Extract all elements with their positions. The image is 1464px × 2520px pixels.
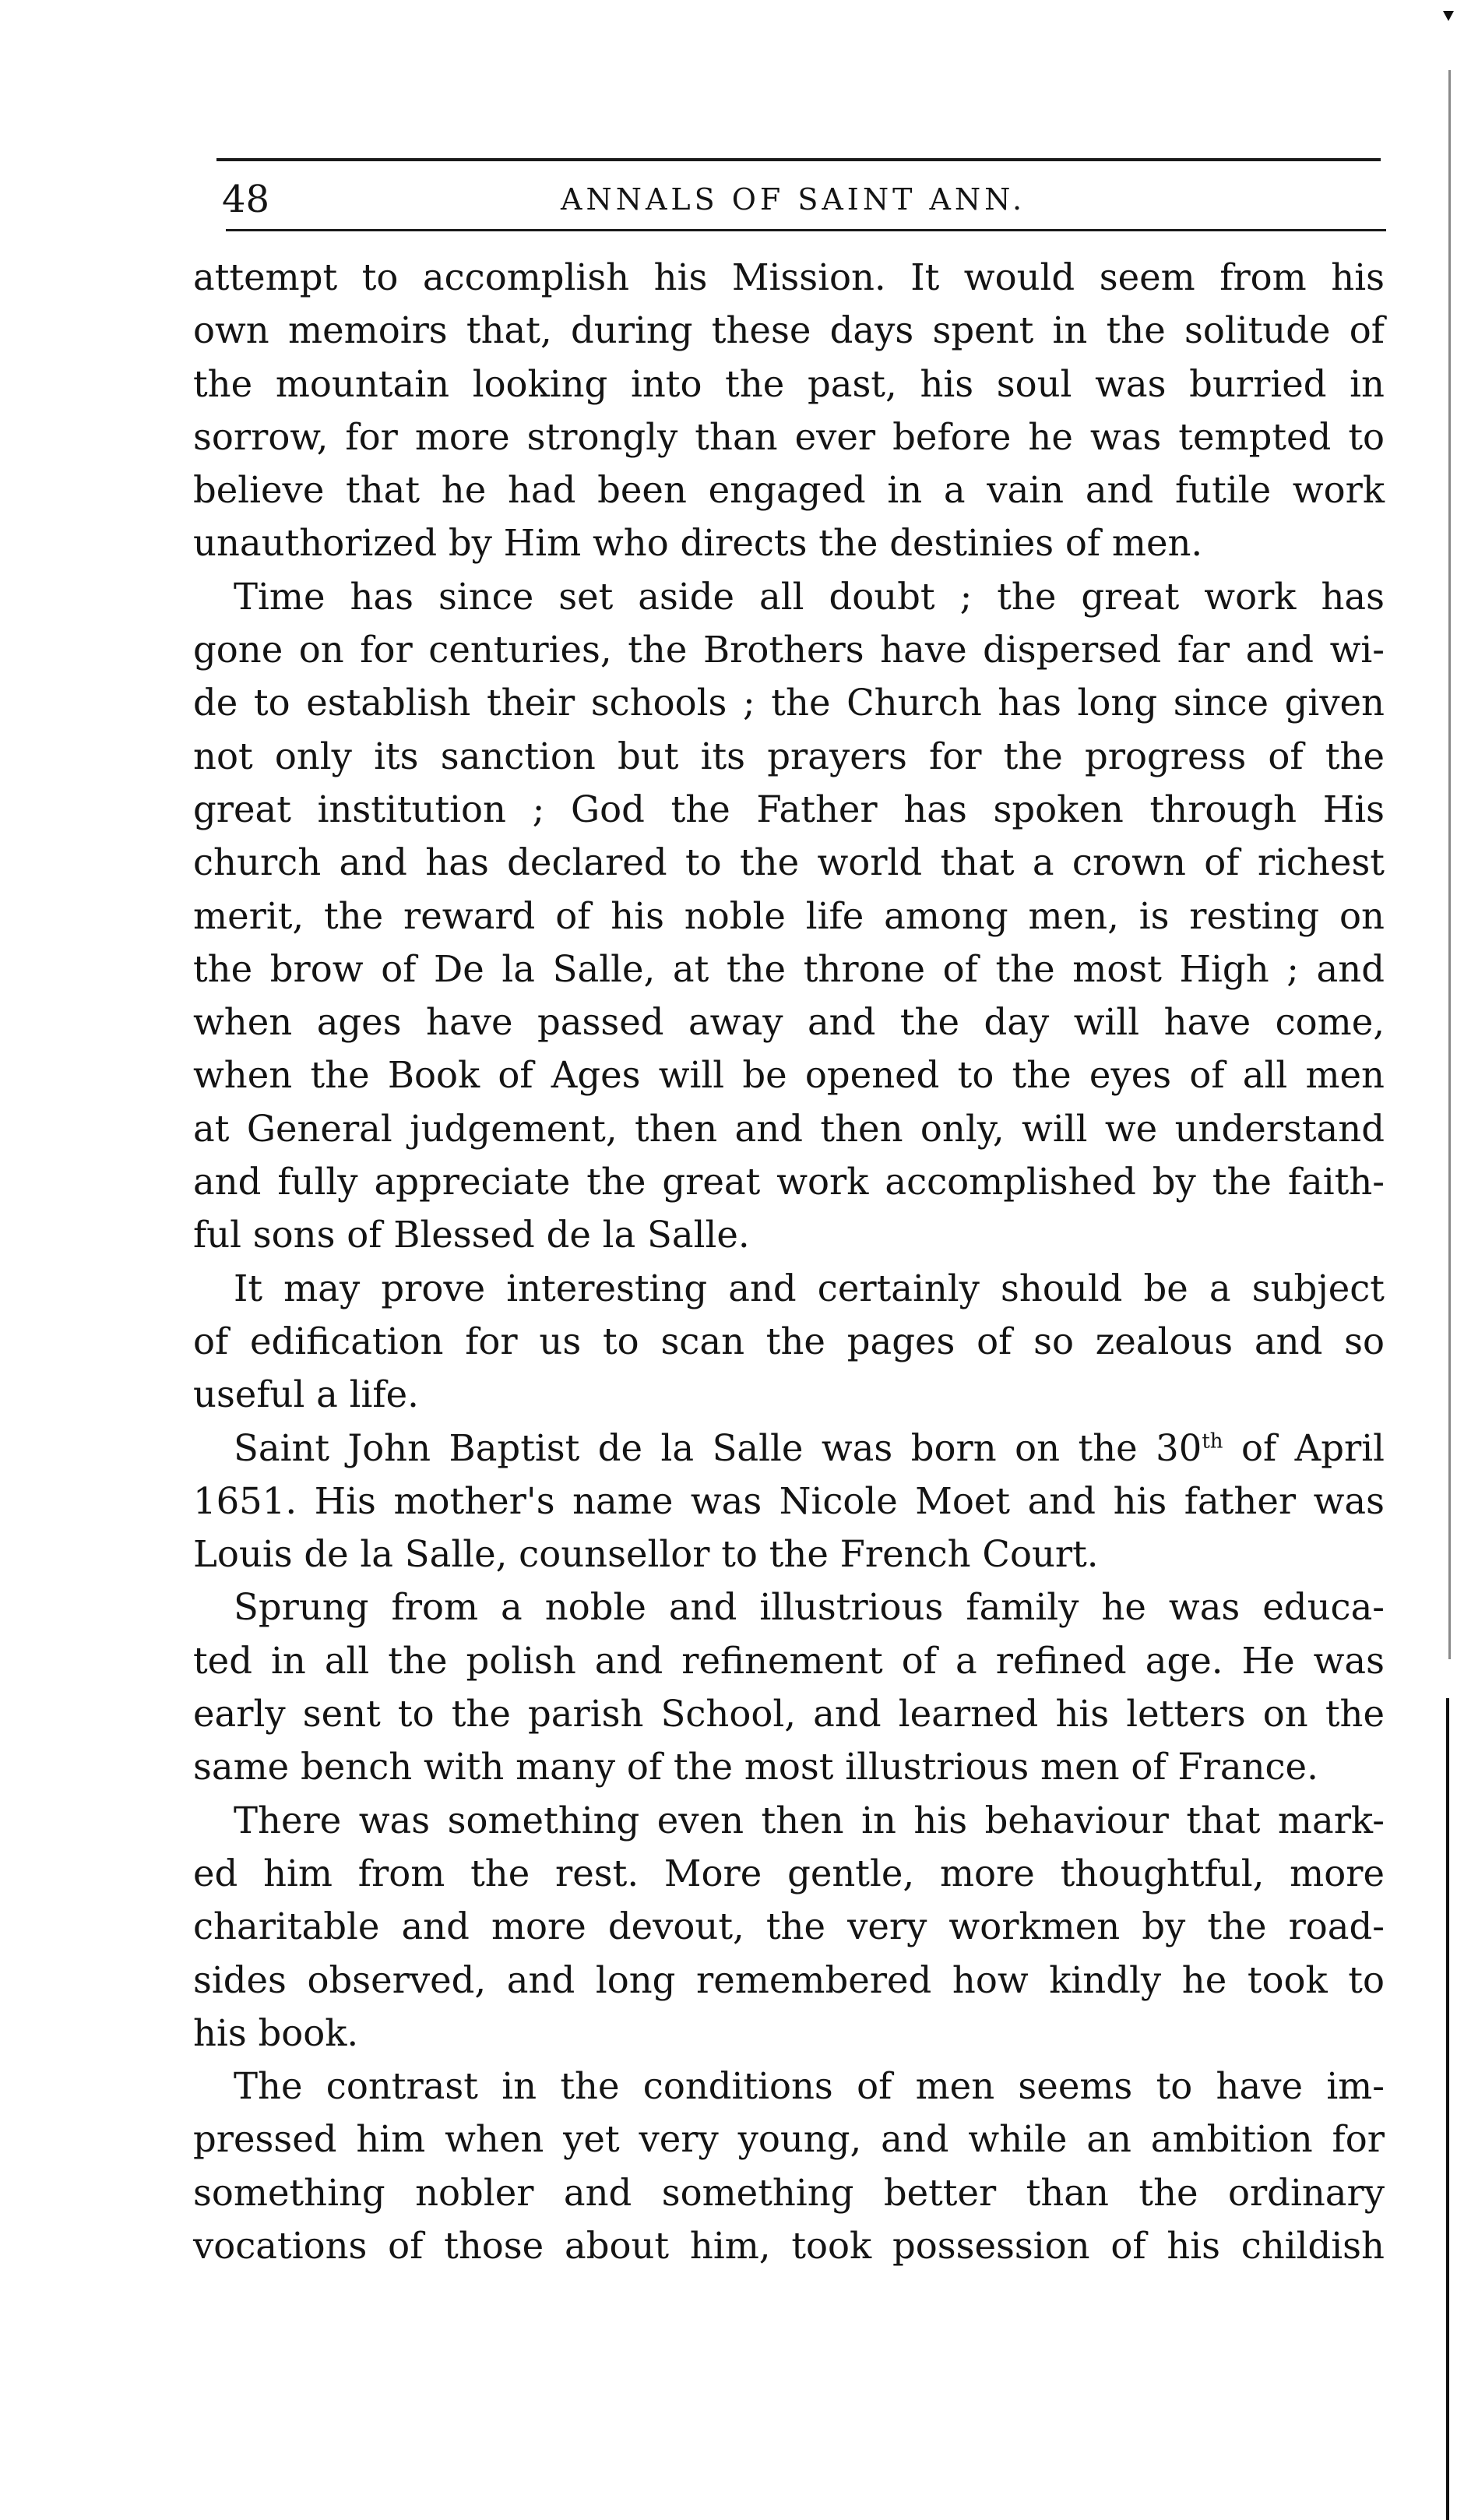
page-number: 48 xyxy=(222,178,270,221)
text-line: and fully appreciate the great work accomplished by the faith- xyxy=(193,1161,1385,1204)
text-line: ed him from the rest. More gentle, more thoughtful, more xyxy=(193,1852,1385,1894)
scan-edge-mark xyxy=(1443,11,1454,21)
text-line: charitable and more devout, the very workmen by the road- xyxy=(193,1905,1385,1948)
paragraph xyxy=(193,1581,1385,1793)
text-line xyxy=(193,1422,1385,1475)
text-line: the brow of De la Salle, at the throne of the most High ; and xyxy=(193,947,1385,990)
text-line: when ages have passed away and the day will have come, xyxy=(193,1001,1385,1044)
paragraph xyxy=(193,1262,1385,1422)
paragraph xyxy=(193,1422,1385,1581)
text-line: church and has declared to the world that a crown of richest xyxy=(193,841,1385,884)
text-line: great institution ; God the Father has spoken through His xyxy=(193,788,1385,830)
text-line: sorrow, for more strongly than ever before he was tempted to xyxy=(193,415,1385,458)
text-line: something nobler and something better than the ordinary xyxy=(193,2171,1385,2214)
text-line: 1651. His mother's name was Nicole Moet and his father was xyxy=(193,1479,1385,1522)
ordinal-suffix: th xyxy=(1202,1429,1223,1454)
text-line: ted in all the polish and refinement of a refined age. He was xyxy=(193,1639,1385,1682)
text-line: pressed him when yet very young, and while an ambition for xyxy=(193,2118,1385,2161)
text-line: same bench with many of the most illustrious men of France. xyxy=(193,1746,1318,1789)
text-segment: Saint John Baptist de la Salle was born on the 30 xyxy=(234,1426,1202,1469)
text-line: The contrast in the conditions of men seems to have im- xyxy=(234,2065,1385,2108)
body-text xyxy=(193,251,1385,2272)
paragraph xyxy=(193,2060,1385,2272)
text-line: the mountain looking into the past, his soul was burried in xyxy=(193,362,1385,405)
text-line: believe that he had been engaged in a vain and futile work xyxy=(193,469,1385,512)
text-line: sides observed, and long remembered how kindly he took to xyxy=(193,1958,1385,2001)
text-line: Time has since set aside all doubt ; the great work has xyxy=(234,575,1385,618)
paragraph xyxy=(193,570,1385,1262)
text-line: at General judgement, then and then only, will we understand xyxy=(193,1107,1385,1150)
header-rule-bottom xyxy=(226,229,1386,231)
paragraph xyxy=(193,251,1385,570)
text-line: vocations of those about him, took possession of his childish xyxy=(193,2224,1385,2267)
scan-edge-line xyxy=(1448,70,1451,1659)
text-line: his book. xyxy=(193,2011,359,2054)
text-line: early sent to the parish School, and learned his letters on the xyxy=(193,1693,1385,1736)
text-line: of edification for us to scan the pages of so zealous and so xyxy=(193,1320,1385,1362)
running-title: ANNALS OF SAINT ANN. xyxy=(561,182,1026,217)
text-line: It may prove interesting and certainly should be a subject xyxy=(234,1267,1385,1309)
text-line: There was something even then in his behaviour that mark- xyxy=(234,1799,1385,1842)
text-line: useful a life. xyxy=(193,1373,419,1416)
text-line: attempt to accomplish his Mission. It would seem from his xyxy=(193,256,1385,298)
text-segment: of April xyxy=(1223,1426,1385,1469)
text-line: Louis de la Salle, counsellor to the French Court. xyxy=(193,1533,1099,1576)
text-line: merit, the reward of his noble life among men, is resting on xyxy=(193,894,1385,937)
text-line: ful sons of Blessed de la Salle. xyxy=(193,1214,750,1256)
text-line: gone on for centuries, the Brothers have dispersed far and wi- xyxy=(193,629,1385,671)
paragraph xyxy=(193,1794,1385,2060)
text-line: when the Book of Ages will be opened to the eyes of all men xyxy=(193,1054,1385,1097)
text-line: own memoirs that, during these days spent in the solitude of xyxy=(193,309,1385,352)
scan-edge-line-lower xyxy=(1446,1698,1449,2520)
text-line: de to establish their schools ; the Church has long since given xyxy=(193,682,1385,724)
header-rule-top xyxy=(216,158,1381,161)
text-line: unauthorized by Him who directs the destinies of men. xyxy=(193,522,1203,565)
text-line: not only its sanction but its prayers for the progress of the xyxy=(193,735,1385,777)
text-line: Sprung from a noble and illustrious family he was educa- xyxy=(234,1586,1385,1629)
